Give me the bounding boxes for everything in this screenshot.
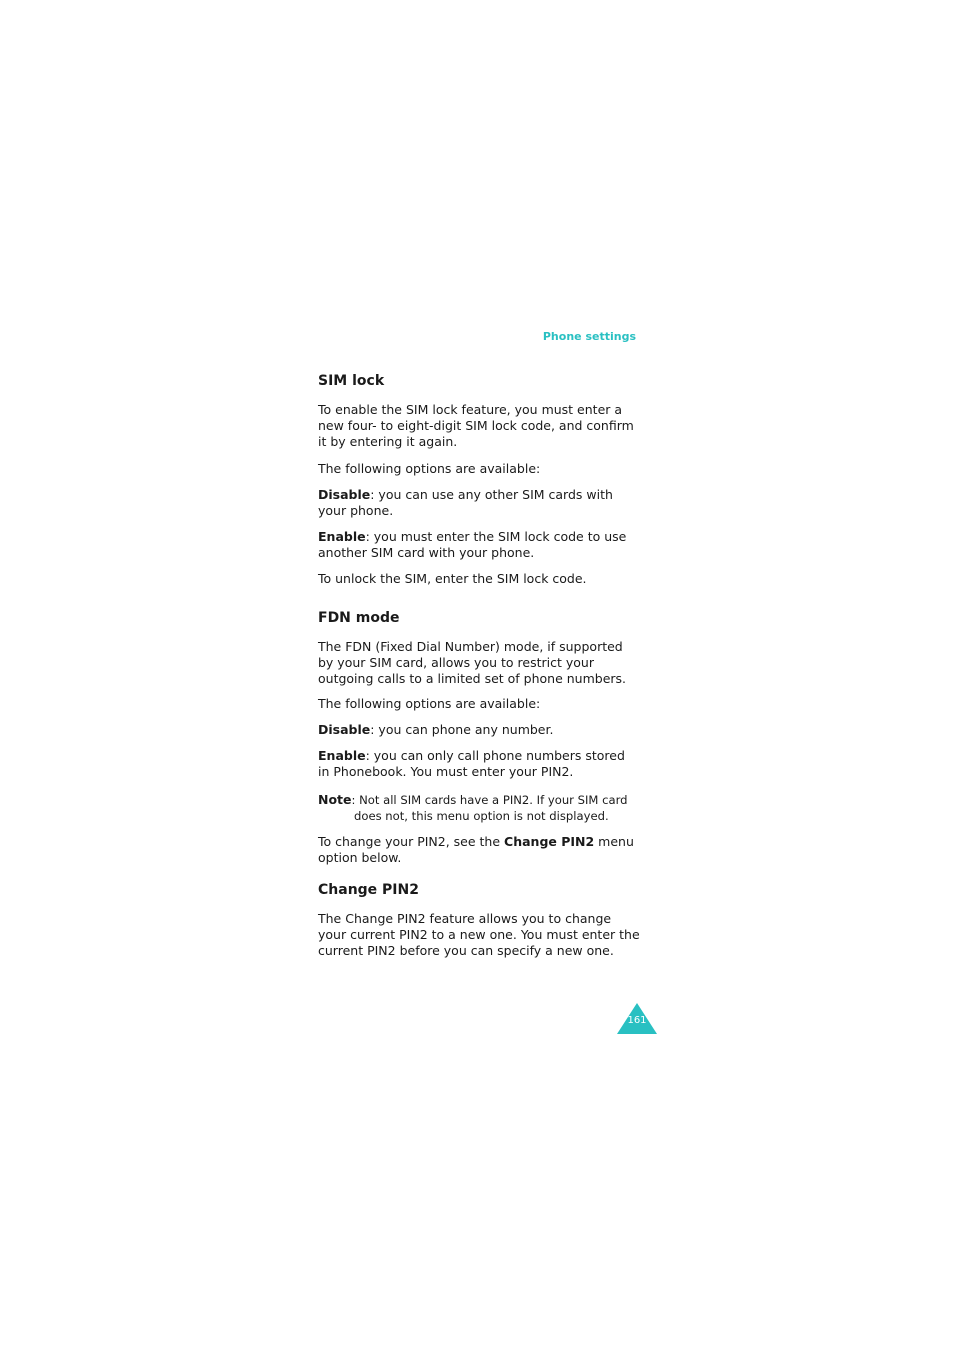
change-text-post: menu option below.: [318, 834, 634, 865]
sim-lock-enable-option: [318, 529, 640, 561]
fdn-change-pin2-text: [318, 834, 640, 866]
page-content: [318, 372, 640, 959]
option-text: : you can use any other SIM cards with your phone.: [318, 487, 613, 518]
option-label: Disable: [318, 487, 371, 502]
fdn-disable-option: [318, 722, 640, 738]
running-header: Phone settings: [542, 330, 636, 343]
sim-lock-unlock-text: To unlock the SIM, enter the SIM lock code.: [318, 571, 587, 586]
note-label: Note: [318, 792, 352, 807]
change-pin2-reference: Change PIN2: [504, 834, 595, 849]
option-text: : you must enter the SIM lock code to use another SIM card with your phone.: [318, 529, 627, 560]
option-text: : you can phone any number.: [370, 722, 554, 737]
page-number-marker: [617, 1003, 657, 1034]
fdn-note: [318, 792, 640, 824]
note-text: : Not all SIM cards have a PIN2. If your SIM card does not, this menu option is not displayed.: [351, 793, 628, 823]
option-text: : you can only call phone numbers stored in Phonebook. You must enter your PIN2.: [318, 748, 625, 779]
sim-lock-options-intro: The following options are available:: [318, 461, 541, 476]
fdn-intro: The FDN (Fixed Dial Number) mode, if supported by your SIM card, allows you to restrict your outgoing calls to a limited set of phone numbers.: [318, 639, 627, 686]
page-number: 161: [627, 1015, 647, 1026]
change-text-pre: To change your PIN2, see the: [318, 834, 505, 849]
option-label: Enable: [318, 748, 366, 763]
fdn-options-intro: The following options are available:: [318, 696, 541, 711]
option-label: Enable: [318, 529, 366, 544]
sim-lock-disable-option: [318, 487, 640, 519]
option-label: Disable: [318, 722, 371, 737]
change-pin2-body: The Change PIN2 feature allows you to change your current PIN2 to a new one. You must enter the current PIN2 before you can specify a new one.: [318, 911, 640, 958]
fdn-enable-option: [318, 748, 640, 780]
section-heading-sim-lock: SIM lock: [318, 373, 385, 389]
sim-lock-intro: To enable the SIM lock feature, you must enter a new four- to eight-digit SIM lock code, and confirm it by entering it again.: [318, 402, 634, 449]
section-heading-change-pin2: Change PIN2: [318, 882, 419, 898]
section-heading-fdn-mode: FDN mode: [318, 610, 400, 626]
